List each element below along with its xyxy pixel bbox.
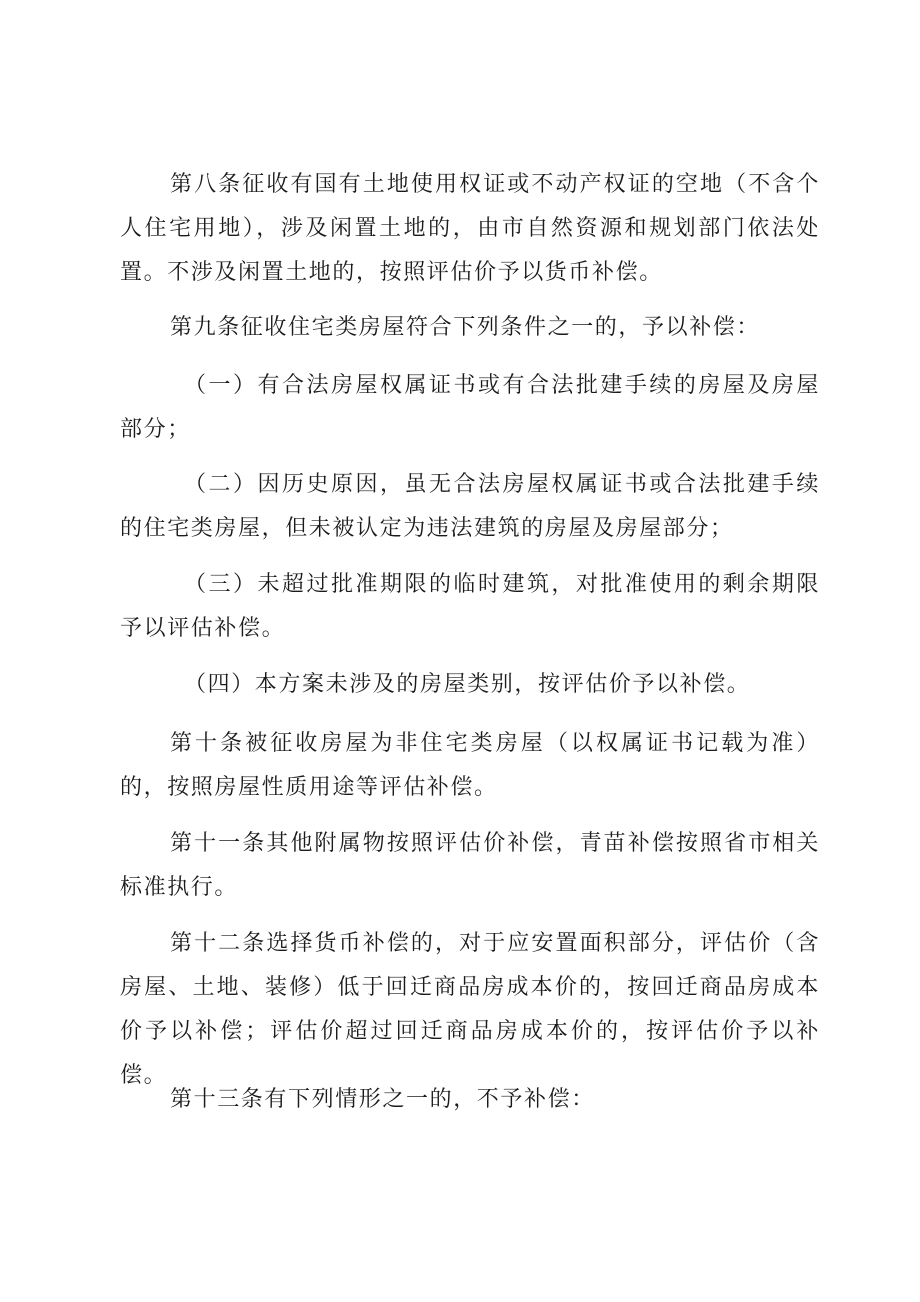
article-9-item-3: （三）未超过批准期限的临时建筑，对批准使用的剩余期限予以评估补偿。 bbox=[120, 572, 820, 641]
article-9-item-2: （二）因历史原因，虽无合法房屋权属证书或合法批建手续的住宅类房屋，但未被认定为违法建筑的房屋及房屋部分； bbox=[120, 472, 820, 541]
article-8-paragraph: 第八条征收有国有土地使用权证或不动产权证的空地（不含个人住宅用地），涉及闲置土地的，由市自然资源和规划部门依法处置。不涉及闲置土地的，按照评估价予以货币补偿。 bbox=[120, 172, 820, 285]
article-9-paragraph: 第九条征收住宅类房屋符合下列条件之一的，予以补偿： bbox=[170, 315, 761, 340]
article-11-paragraph: 第十一条其他附属物按照评估价补偿，青苗补偿按照省市相关标准执行。 bbox=[120, 831, 820, 900]
article-9-item-1: （一）有合法房屋权属证书或有合法批建手续的房屋及房屋部分； bbox=[120, 373, 820, 442]
article-12-paragraph: 第十二条选择货币补偿的，对于应安置面积部分，评估价（含房屋、土地、装修）低于回迁商品房成本价的，按回迁商品房成本价予以补偿；评估价超过回迁商品房成本价的，按评估价予以补偿。 bbox=[120, 931, 820, 1088]
article-10-paragraph: 第十条被征收房屋为非住宅类房屋（以权属证书记载为准）的，按照房屋性质用途等评估补偿。 bbox=[120, 731, 820, 800]
article-13-paragraph: 第十三条有下列情形之一的，不予补偿： bbox=[170, 1087, 595, 1112]
article-9-item-4: （四）本方案未涉及的房屋类别，按评估价予以补偿。 bbox=[184, 672, 751, 697]
